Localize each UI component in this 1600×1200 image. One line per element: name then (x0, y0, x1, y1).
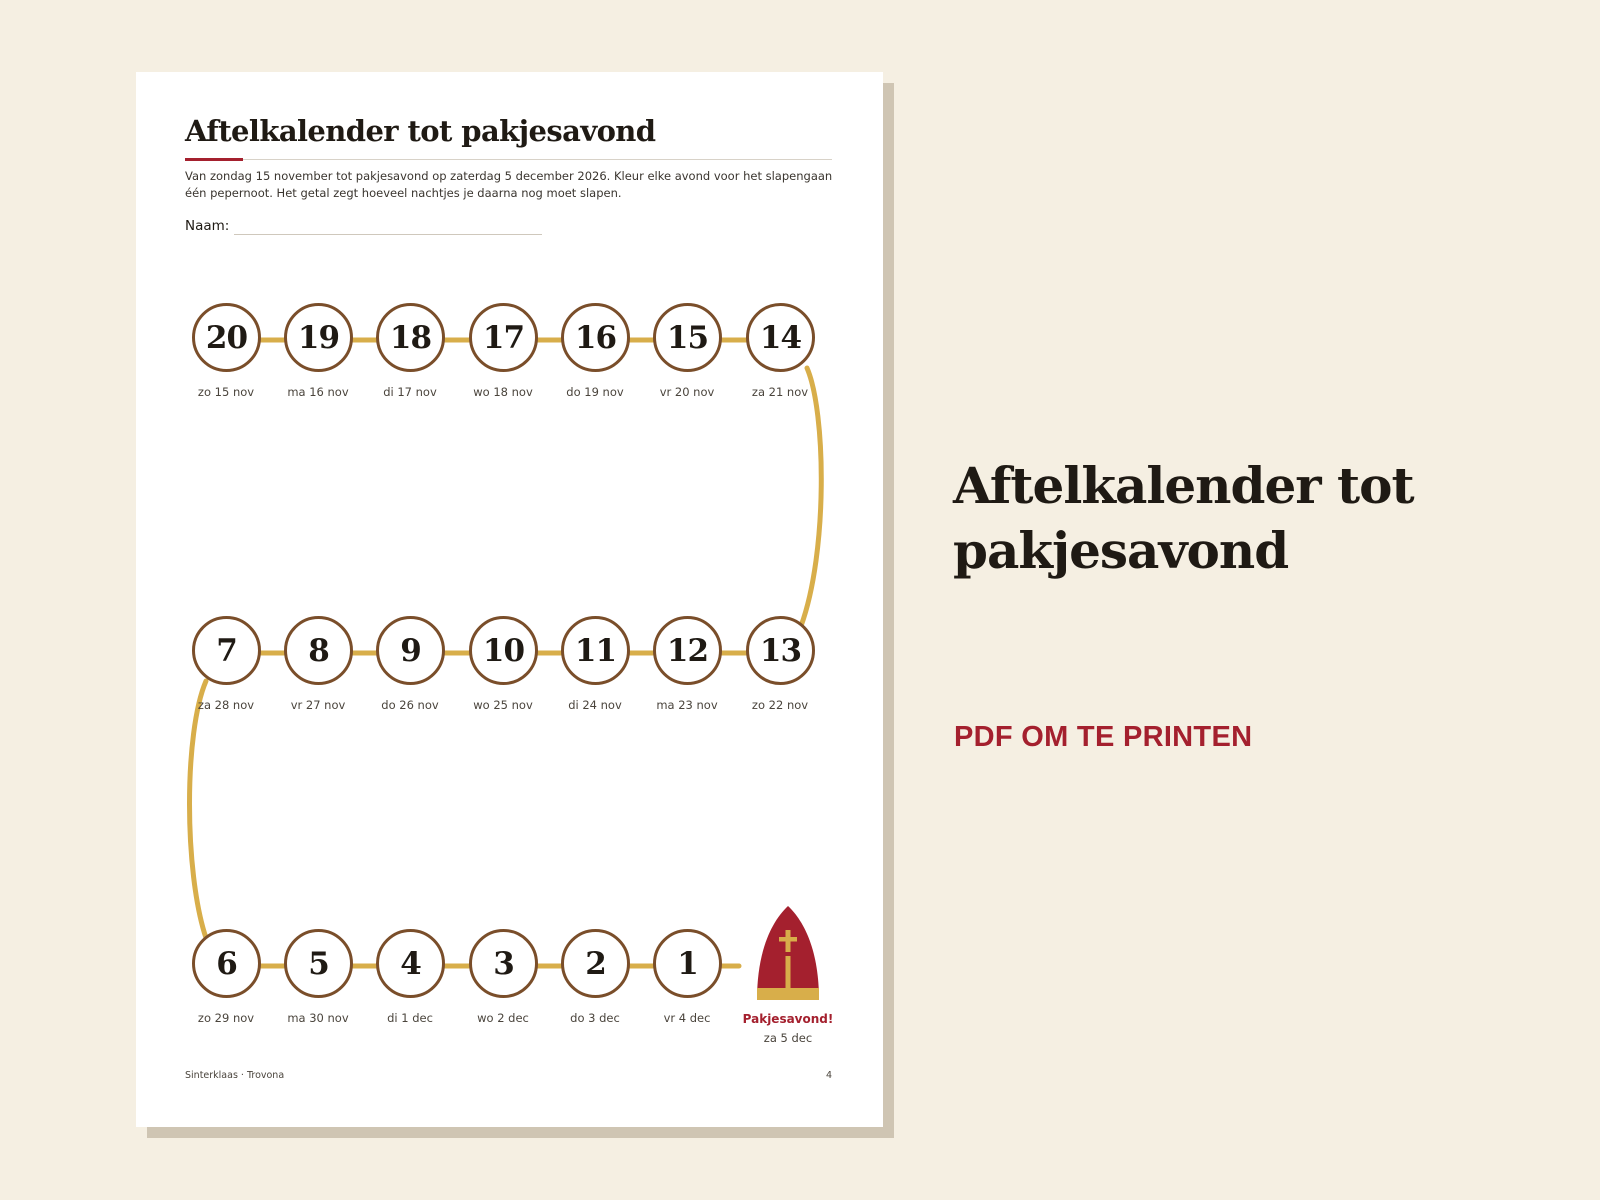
day-date: wo 25 nov (473, 698, 533, 712)
day-date: za 28 nov (197, 698, 255, 712)
day-date: ma 23 nov (656, 698, 718, 712)
day-date: di 24 nov (568, 698, 622, 712)
day-date: do 3 dec (570, 1011, 620, 1025)
day-date: di 1 dec (387, 1011, 433, 1025)
day-circle[interactable]: 20 (192, 303, 261, 372)
day-circle[interactable]: 2 (561, 929, 630, 998)
track-curve-left (190, 681, 207, 938)
day-circle[interactable]: 16 (561, 303, 630, 372)
document-title: Aftelkalender tot pakjesavond (185, 114, 656, 148)
document-page (136, 72, 883, 1127)
day-date: vr 27 nov (290, 698, 346, 712)
day-circle[interactable]: 18 (376, 303, 445, 372)
day-date: vr 20 nov (659, 385, 715, 399)
day-circle[interactable]: 3 (469, 929, 538, 998)
day-circle[interactable]: 13 (746, 616, 815, 685)
day-date: di 17 nov (383, 385, 437, 399)
side-title: Aftelkalender tot pakjesavond (953, 456, 1414, 580)
day-circle[interactable]: 19 (284, 303, 353, 372)
day-date: ma 16 nov (287, 385, 349, 399)
day-circle[interactable]: 6 (192, 929, 261, 998)
day-circle[interactable]: 1 (653, 929, 722, 998)
day-circle[interactable]: 5 (284, 929, 353, 998)
day-circle[interactable]: 15 (653, 303, 722, 372)
day-circle[interactable]: 9 (376, 616, 445, 685)
page-number: 4 (825, 1070, 832, 1081)
day-date: za 21 nov (751, 385, 809, 399)
day-date: vr 4 dec (663, 1011, 711, 1025)
day-circle[interactable]: 7 (192, 616, 261, 685)
day-date: do 26 nov (381, 698, 439, 712)
mitre-icon (753, 904, 823, 1004)
pakjesavond-date: za 5 dec (763, 1031, 813, 1045)
day-date: zo 29 nov (197, 1011, 255, 1025)
name-label: Naam: (185, 218, 230, 234)
intro-text: Van zondag 15 november tot pakjesavond op zaterdag 5 december 2026. Kleur elke avond voor het slapengaan één pepernoot. Het getal zegt hoeveel nachtjes je daarna nog moet slapen. (185, 169, 833, 200)
day-circle[interactable]: 14 (746, 303, 815, 372)
day-date: ma 30 nov (287, 1011, 349, 1025)
day-circle[interactable]: 11 (561, 616, 630, 685)
day-circle[interactable]: 4 (376, 929, 445, 998)
day-circle[interactable]: 12 (653, 616, 722, 685)
track-curve-right (801, 368, 821, 626)
day-date: do 19 nov (566, 385, 624, 399)
day-date: zo 15 nov (197, 385, 255, 399)
day-circle[interactable]: 10 (469, 616, 538, 685)
footer-source: Sinterklaas · Trovona (185, 1070, 285, 1081)
day-date: zo 22 nov (751, 698, 809, 712)
day-date: wo 18 nov (473, 385, 533, 399)
day-circle[interactable]: 17 (469, 303, 538, 372)
day-circle[interactable]: 8 (284, 616, 353, 685)
day-date: wo 2 dec (477, 1011, 529, 1025)
side-subtitle: PDF OM TE PRINTEN (954, 721, 1253, 753)
pakjesavond-label: Pakjesavond! (742, 1012, 834, 1026)
